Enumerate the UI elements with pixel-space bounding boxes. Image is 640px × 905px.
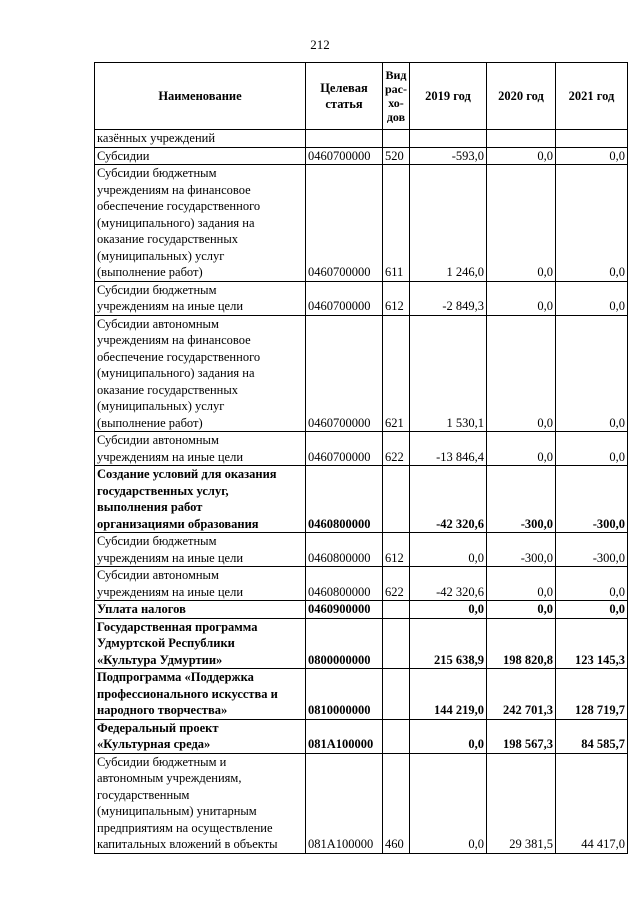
row-name-line: «Культурная среда» <box>97 737 211 751</box>
row-value-2020: 29 381,5 <box>487 753 556 853</box>
row-name-line: учреждениям на иные цели <box>97 584 244 599</box>
row-value-2019: 144 219,0 <box>410 669 487 720</box>
row-kind: 611 <box>383 165 410 282</box>
row-name-line: Уплата налогов <box>97 602 186 616</box>
header-kind <box>383 63 410 130</box>
row-name-line: учреждениям на иные цели <box>97 449 244 464</box>
row-kind: 621 <box>383 315 410 432</box>
row-kind <box>383 601 410 619</box>
table-row <box>95 165 628 282</box>
row-name-line: государственных услуг, <box>97 483 229 498</box>
row-value-2020 <box>487 130 556 148</box>
row-kind: 612 <box>383 533 410 567</box>
row-value-2020: 0,0 <box>487 567 556 601</box>
row-kind <box>383 719 410 753</box>
row-code: 0460700000 <box>306 165 383 282</box>
row-code: 0460900000 <box>306 601 383 619</box>
row-value-2021: 128 719,7 <box>556 669 628 720</box>
row-code: 0460800000 <box>306 466 383 533</box>
row-name-line: Удмуртской Республики <box>97 636 235 650</box>
row-value-2019: 1 530,1 <box>410 315 487 432</box>
row-name-line: (муниципальных) услуг <box>97 399 225 413</box>
row-name <box>95 315 306 432</box>
row-name-line: автономным учреждениям, <box>97 771 242 785</box>
row-name-line: казённых учреждений <box>97 131 216 145</box>
table-row <box>95 753 628 853</box>
row-value-2021: 0,0 <box>556 432 628 466</box>
row-kind <box>383 669 410 720</box>
row-name-line: Субсидии автономным <box>97 568 219 582</box>
row-value-2019: -593,0 <box>410 147 487 165</box>
row-value-2019: -2 849,3 <box>410 281 487 315</box>
row-name-line: «Культура Удмуртии» <box>97 652 223 667</box>
row-name-line: Субсидии автономным <box>97 316 219 331</box>
row-code: 0460800000 <box>306 533 383 567</box>
row-name-line: Субсидии автономным <box>97 433 219 447</box>
row-name-line: профессионального искусства и <box>97 686 278 701</box>
row-value-2019: -13 846,4 <box>410 432 487 466</box>
row-name-line: учреждениям на иные цели <box>97 299 244 313</box>
row-name <box>95 618 306 669</box>
row-name-line: (выполнение работ) <box>97 415 203 430</box>
row-value-2019: -42 320,6 <box>410 567 487 601</box>
row-name <box>95 533 306 567</box>
row-code: 0460700000 <box>306 315 383 432</box>
row-name <box>95 130 306 148</box>
row-name-line: учреждениям на финансовое <box>97 333 251 347</box>
row-name-line: предприятиям на осуществление <box>97 820 273 835</box>
row-name-line: Субсидии бюджетным <box>97 282 217 297</box>
row-name-line: обеспечение государственного <box>97 349 261 364</box>
row-name <box>95 753 306 853</box>
row-name-line: Субсидии <box>97 148 150 163</box>
table-row <box>95 315 628 432</box>
table-row <box>95 281 628 315</box>
row-code <box>306 130 383 148</box>
header-target-line: Целевая <box>320 80 368 95</box>
row-value-2020: 242 701,3 <box>487 669 556 720</box>
row-value-2021: -300,0 <box>556 533 628 567</box>
row-name-line: выполнения работ <box>97 500 203 514</box>
row-name-line: Создание условий для оказания <box>97 467 277 481</box>
row-value-2019: 215 638,9 <box>410 618 487 669</box>
row-value-2021: 0,0 <box>556 147 628 165</box>
row-kind: 622 <box>383 567 410 601</box>
row-value-2020: 198 820,8 <box>487 618 556 669</box>
row-value-2021: 123 145,3 <box>556 618 628 669</box>
row-value-2020: 0,0 <box>487 432 556 466</box>
row-value-2019: -42 320,6 <box>410 466 487 533</box>
row-value-2020: 0,0 <box>487 281 556 315</box>
row-name-line: Государственная программа <box>97 619 258 634</box>
row-name-line: (выполнение работ) <box>97 265 203 279</box>
row-name-line: обеспечение государственного <box>97 199 261 213</box>
header-kind-line: рас- <box>385 82 407 96</box>
table-row <box>95 567 628 601</box>
row-name-line: народного творчества» <box>97 703 228 717</box>
page-number: 212 <box>310 37 330 52</box>
table-row <box>95 601 628 619</box>
row-code: 081A100000 <box>306 719 383 753</box>
row-name <box>95 601 306 619</box>
row-value-2021: 84 585,7 <box>556 719 628 753</box>
row-name <box>95 466 306 533</box>
header-2019: 2019 год <box>410 63 487 130</box>
row-value-2020: -300,0 <box>487 466 556 533</box>
table-row <box>95 466 628 533</box>
row-value-2019: 1 246,0 <box>410 165 487 282</box>
row-name-line: (муниципального) задания на <box>97 366 255 380</box>
table-row <box>95 147 628 165</box>
row-name-line: Подпрограмма «Поддержка <box>97 670 254 684</box>
table-row <box>95 533 628 567</box>
row-name-line: оказание государственных <box>97 232 239 246</box>
header-2020: 2020 год <box>487 63 556 130</box>
header-target-line: статья <box>325 97 363 111</box>
row-value-2019: 0,0 <box>410 753 487 853</box>
row-kind: 622 <box>383 432 410 466</box>
row-value-2021: 0,0 <box>556 315 628 432</box>
row-name <box>95 669 306 720</box>
row-name <box>95 281 306 315</box>
row-name-line: Субсидии бюджетным <box>97 534 217 548</box>
row-value-2019: 0,0 <box>410 533 487 567</box>
row-kind <box>383 618 410 669</box>
row-kind <box>383 466 410 533</box>
table-row <box>95 432 628 466</box>
row-value-2019: 0,0 <box>410 719 487 753</box>
table-row <box>95 618 628 669</box>
row-name-line: капитальных вложений в объекты <box>97 837 278 851</box>
header-kind-line: хо- <box>388 96 404 110</box>
row-value-2020: 0,0 <box>487 147 556 165</box>
row-code: 0460800000 <box>306 567 383 601</box>
row-name-line: (муниципального) задания на <box>97 215 255 230</box>
row-name-line: (муниципальных) услуг <box>97 248 225 263</box>
row-code: 081A100000 <box>306 753 383 853</box>
row-name-line: учреждениям на финансовое <box>97 182 251 197</box>
row-value-2020: 0,0 <box>487 601 556 619</box>
row-value-2021: 44 417,0 <box>556 753 628 853</box>
row-value-2021: 0,0 <box>556 281 628 315</box>
row-value-2019: 0,0 <box>410 601 487 619</box>
row-kind: 460 <box>383 753 410 853</box>
row-name-line: оказание государственных <box>97 382 239 397</box>
row-name-line: Субсидии бюджетным и <box>97 754 227 769</box>
header-row <box>95 63 628 130</box>
row-name-line: Субсидии бюджетным <box>97 166 217 180</box>
row-name-line: (муниципальным) унитарным <box>97 804 257 818</box>
header-kind-line: Вид <box>385 68 407 82</box>
row-name-line: государственным <box>97 787 190 802</box>
row-code: 0460700000 <box>306 281 383 315</box>
row-code: 0460700000 <box>306 147 383 165</box>
header-target <box>306 63 383 130</box>
row-value-2021: 0,0 <box>556 165 628 282</box>
row-name <box>95 719 306 753</box>
header-2021: 2021 год <box>556 63 628 130</box>
row-kind: 612 <box>383 281 410 315</box>
row-value-2020: 0,0 <box>487 165 556 282</box>
row-name-line: Федеральный проект <box>97 720 219 735</box>
row-code: 0460700000 <box>306 432 383 466</box>
row-name <box>95 432 306 466</box>
row-code: 0810000000 <box>306 669 383 720</box>
row-name-line: организациями образования <box>97 516 259 531</box>
table-body <box>95 130 628 854</box>
budget-table <box>94 62 628 854</box>
table-row <box>95 719 628 753</box>
row-value-2019 <box>410 130 487 148</box>
row-value-2020: 198 567,3 <box>487 719 556 753</box>
row-kind <box>383 130 410 148</box>
row-value-2020: 0,0 <box>487 315 556 432</box>
row-value-2021: -300,0 <box>556 466 628 533</box>
row-value-2020: -300,0 <box>487 533 556 567</box>
table-row <box>95 669 628 720</box>
row-code: 0800000000 <box>306 618 383 669</box>
table-row <box>95 130 628 148</box>
row-kind: 520 <box>383 147 410 165</box>
row-name-line: учреждениям на иные цели <box>97 550 244 565</box>
row-name <box>95 165 306 282</box>
row-name <box>95 147 306 165</box>
row-name <box>95 567 306 601</box>
row-value-2021 <box>556 130 628 148</box>
header-kind-line: дов <box>386 110 406 124</box>
header-name: Наименование <box>95 63 306 130</box>
row-value-2021: 0,0 <box>556 567 628 601</box>
row-value-2021: 0,0 <box>556 601 628 619</box>
